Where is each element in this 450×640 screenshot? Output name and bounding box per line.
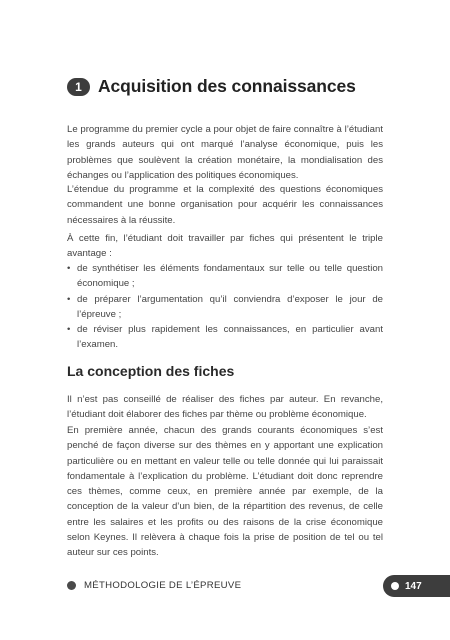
page-number-tab (383, 575, 450, 597)
paragraph-fiches-intro: À cette fin, l’étudiant doit travailler par fiches qui présentent le triple avantage : (67, 233, 383, 260)
footer-running-head (67, 580, 241, 591)
list-item (67, 292, 383, 323)
footer-dot-icon (67, 581, 76, 590)
chapter-number-badge: 1 (67, 78, 90, 96)
advantages-list (67, 261, 383, 353)
list-item-text: de synthétiser les éléments fondamentaux sur telle ou telle question économique ; (77, 263, 383, 290)
paragraph-intro: Le programme du premier cycle a pour objet de faire connaître à l’étudiant les grands auteurs qui ont marqué l’analyse économique, puis les problèmes que soulèvent la création monétaire, la mondialisation des échanges ou l’application des politiques économiques. (67, 124, 383, 181)
section-title: La conception des fiches (67, 363, 235, 379)
page-dot-icon (391, 582, 399, 590)
paragraph-first-year: En première année, chacun des grands courants économiques s’est penché de façon diverse sur des thèmes en y apportant une explication particulière ou en mettant en valeur telle ou telle donnée qui lui paraissait fondamentale à l’explication du problème. L’étudiant doit donc reprendre ces thèmes, comme ceux, en première année par exemple, de la conception de la valeur d’un bien, de la répartition des revenus, de celle entre les salaires et les profits ou des raisons de la crise économique selon Keynes. Il relèvera à chaque fois la prise de position de tel ou tel auteur sur ces points. (67, 425, 383, 559)
list-item-text: de réviser plus rapidement les connaissances, en particulier avant l’examen. (77, 324, 383, 351)
list-item-text: de préparer l’argumentation qu’il conviendra d’exposer le jour de l’épreuve ; (77, 293, 383, 320)
chapter-header (67, 76, 356, 97)
bullet-icon: • (67, 293, 71, 305)
paragraph-scope: L’étendue du programme et la complexité des questions économiques commandent une bonne organisation pour acquérir les connaissances nécessaires à la réussite. (67, 184, 383, 226)
bullet-icon: • (67, 324, 71, 336)
chapter-title: Acquisition des connaissances (98, 76, 356, 96)
footer-label: MÉTHODOLOGIE DE L’ÉPREUVE (84, 580, 242, 591)
bullet-icon: • (67, 263, 71, 274)
list-item (67, 261, 383, 292)
page-number: 147 (405, 580, 422, 592)
paragraph-fiches-advice: Il n’est pas conseillé de réaliser des fiches par auteur. En revanche, l’étudiant doit élaborer des fiches par thème ou problème économique. (67, 394, 383, 421)
list-item (67, 322, 383, 353)
